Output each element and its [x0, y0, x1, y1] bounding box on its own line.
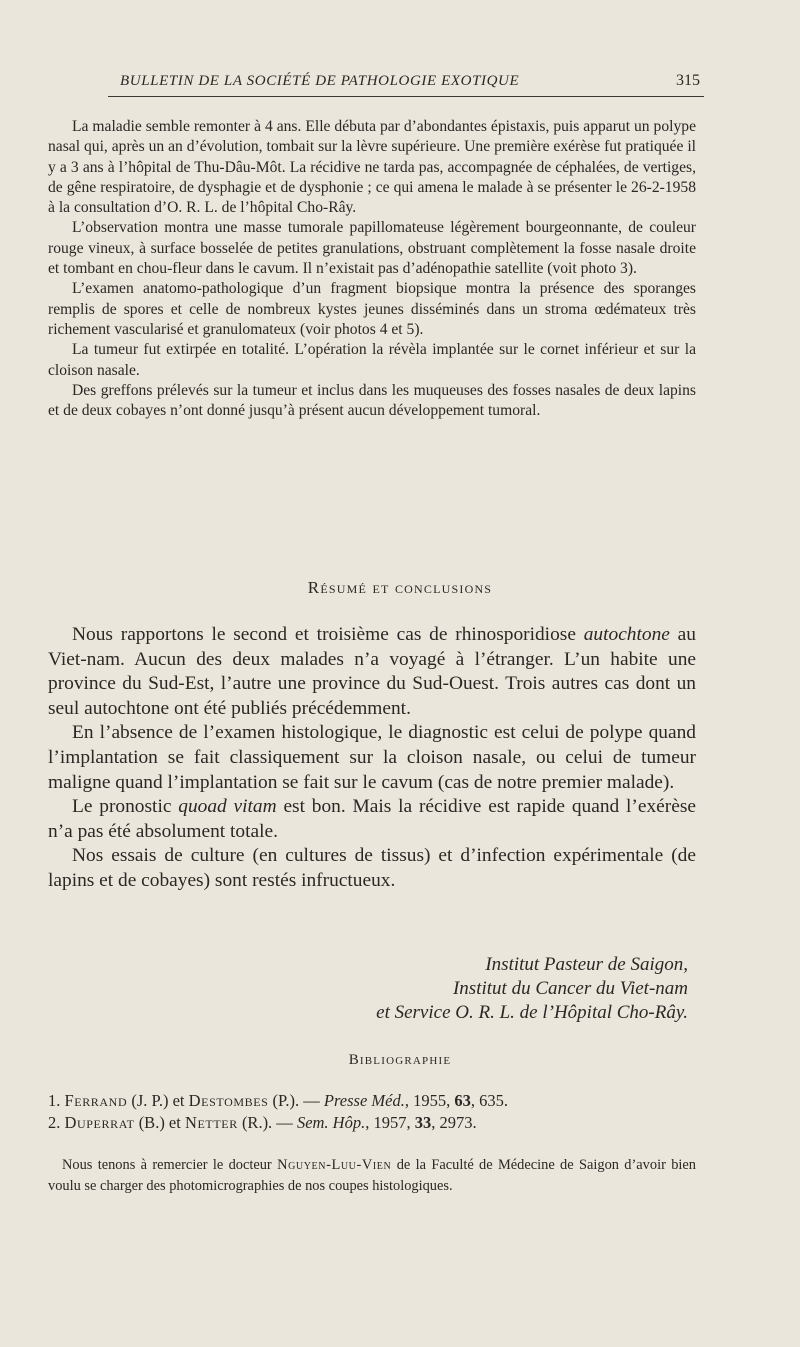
- resume-paragraph-4: Nos essais de culture (en cultures de tissus) et d’infection expérimentale (de lapins et de cobayes) sont restés infructueux.: [48, 845, 696, 891]
- institution-line-3: et Service O. R. L. de l’Hôpital Cho-Rây.: [376, 1002, 688, 1023]
- journal-name: Sem. Hôp.: [296, 1113, 366, 1132]
- text-run: (P.). —: [268, 1091, 324, 1110]
- author-name: Ferrand: [64, 1091, 128, 1110]
- institution-line-2: Institut du Cancer du Viet-nam: [452, 978, 688, 999]
- institution-signature: [376, 953, 688, 1025]
- running-head: BULLETIN DE LA SOCIÉTÉ DE PATHOLOGIE EXOTIQUE: [120, 73, 520, 89]
- case-paragraph-4: La tumeur fut extirpée en totalité. L’opération la révèla implantée sur le cornet inférieur et sur la cloison nasale.: [48, 341, 696, 379]
- resume-paragraph-1: [48, 623, 696, 721]
- bibliography-entry: [48, 1090, 696, 1112]
- entry-number: 1.: [48, 1091, 61, 1110]
- text-run: (R.). —: [237, 1113, 297, 1132]
- emphasis-quoad-vitam: quoad vitam: [178, 796, 277, 818]
- case-paragraph-1: La maladie semble remonter à 4 ans. Elle débuta par d’abondantes épistaxis, puis apparut un polype nasal qui, après un an d’évolution, tombait sur la lèvre supérieure. Une première exérèse fut pratiquée il y a 3 ans à l’hôpital de Thu-Dâu-Môt. La récidive ne tarda pas, accompagnée de céphalées, de vertiges, de gêne respiratoire, de dysphagie et de dysphonie ; ce qui amena le malade à se présenter le 26-2-1958 à la consultation d’O. R. L. de l’hôpital Cho-Rây.: [48, 118, 696, 217]
- page-number: 315: [676, 72, 700, 89]
- text-run: Le pronostic: [72, 796, 179, 818]
- text-run: Nous tenons à remercier le docteur: [62, 1157, 278, 1173]
- text-run: de la Faculté de Médecine de Saigon d’avoir bien voulu se charger des photomicrographies de nos coupes histologiques.: [48, 1157, 696, 1194]
- journal-name: Presse Méd.: [323, 1091, 405, 1110]
- text-run: Nous rapportons le second et troisième cas de rhinosporidiose: [72, 624, 584, 645]
- text-run: , 1957,: [365, 1113, 415, 1132]
- text-run: (B.) et: [134, 1113, 185, 1132]
- institution-line-1: Institut Pasteur de Saigon,: [485, 954, 688, 975]
- case-paragraph-3: L’examen anatomo-pathologique d’un fragment biopsique montra la présence des sporanges remplis de spores et celle de nombreux kystes jeunes disséminés dans un stroma œdémateux très richement vascularisé et granulomateux (voir photos 4 et 5).: [48, 280, 696, 338]
- resume-paragraph-2: En l’absence de l’examen histologique, le diagnostic est celui de polype quand l’implantation se fait classiquement sur la cloison nasale, ou celui de tumeur maligne quand l’implantation se fait sur le cavum (cas de notre premier malade).: [48, 722, 696, 793]
- author-name: Duperrat: [64, 1113, 135, 1132]
- text-run: est bon. Mais la récidive est rapide quand l’exérèse n’a pas été absolument totale.: [48, 796, 696, 842]
- volume-number: 63: [454, 1091, 471, 1110]
- resume-paragraph-3: [48, 795, 696, 844]
- case-paragraph-5: Des greffons prélevés sur la tumeur et inclus dans les muqueuses des fosses nasales de deux lapins et de deux cobayes n’ont donné jusqu’à présent aucun développement tumoral.: [48, 381, 696, 420]
- volume-number: 33: [414, 1113, 432, 1132]
- entry-number: 2.: [48, 1113, 61, 1132]
- page-header: [108, 72, 704, 97]
- emphasis-autochtone: autochtone: [583, 624, 670, 645]
- bibliography-title: Bibliographie: [348, 1052, 452, 1068]
- person-name: Nguyen-Luu-Vien: [277, 1157, 392, 1173]
- text-run: , 1955,: [404, 1091, 455, 1110]
- acknowledgment-text: [48, 1155, 696, 1197]
- author-name: Destombes: [188, 1091, 269, 1110]
- resume-body: [48, 623, 696, 894]
- bibliography-entry: [48, 1112, 696, 1134]
- bibliography-list: [48, 1090, 696, 1134]
- text-run: (J. P.) et: [127, 1091, 189, 1110]
- text-run: , 635.: [470, 1091, 508, 1110]
- text-run: , 2973.: [431, 1113, 477, 1132]
- case-paragraph-2: L’observation montra une masse tumorale papillomateuse légèrement bourgeonnante, de couleur rouge vineux, à surface bosselée de petites granulations, obstruant complètement la fosse nasale droite et tombant en chou-fleur dans le cavum. Il n’existait pas d’adénopathie satellite (voit photo 3).: [48, 219, 696, 278]
- case-description: [48, 117, 696, 421]
- text-run: au Viet-nam. Aucun des deux malades n’a voyagé à l’étranger. L’un habite une province du Sud-Est, l’autre une province du Sud-Ouest. Trois autres cas dont un seul autochtone ont été publiés précédemment.: [48, 624, 696, 719]
- section-title-resume: Résumé et conclusions: [307, 578, 493, 597]
- acknowledgment-note: [48, 1155, 696, 1197]
- author-name: Netter: [184, 1113, 238, 1132]
